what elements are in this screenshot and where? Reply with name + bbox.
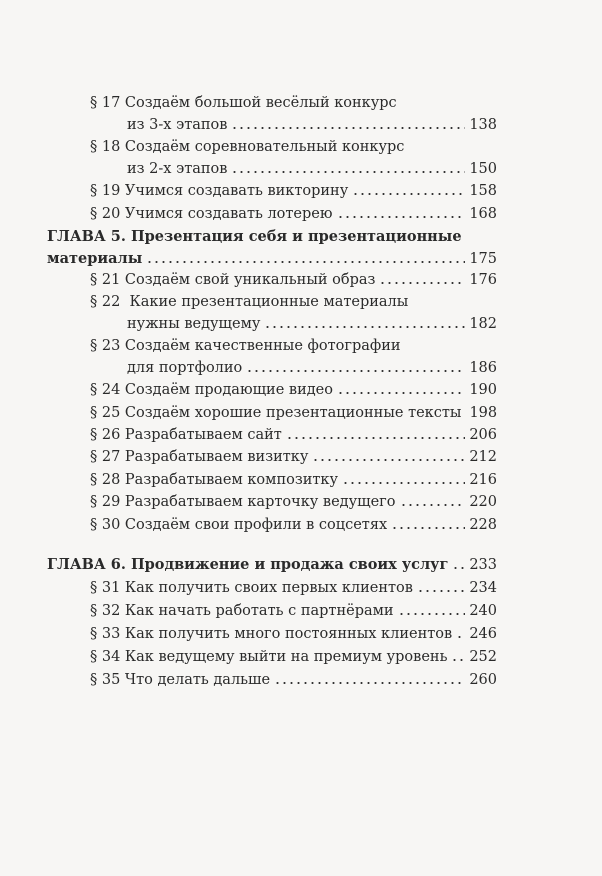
section-label — [90, 180, 348, 202]
dot-leaders — [246, 359, 465, 373]
section-number: § 34 — [90, 649, 121, 665]
section-title-cont: для портфолио — [127, 360, 243, 376]
section-title: Создаём продающие видео — [124, 382, 333, 398]
page-number: 220 — [469, 494, 497, 510]
section-title: Создаём хорошие презентационные тексты — [124, 405, 462, 421]
section-title: Учимся создавать викторину — [124, 183, 349, 199]
page-number: 186 — [469, 360, 497, 376]
dot-leaders — [342, 471, 465, 485]
section-number: § 23 — [90, 338, 121, 354]
dot-leaders — [274, 671, 465, 685]
toc-entry-19 — [0, 158, 602, 202]
toc-entry-33 — [0, 623, 602, 645]
section-label — [90, 446, 308, 468]
dot-leaders — [398, 602, 466, 616]
section-title: Разрабатываем сайт — [124, 427, 282, 443]
section-title: Разрабатываем композитку — [124, 472, 339, 488]
page-number: 240 — [469, 603, 497, 619]
section-label — [90, 469, 338, 491]
page-number: 228 — [469, 517, 497, 533]
section-label — [90, 600, 394, 622]
section-title-cont: из 2-х этапов — [127, 161, 228, 177]
page-number: 212 — [469, 449, 497, 465]
toc-entry-27 — [0, 446, 602, 468]
section-title: Разрабатываем визитку — [124, 449, 309, 465]
section-title: Какие презентационные материалы — [129, 294, 409, 310]
dot-leaders — [400, 493, 466, 507]
toc-entry-31 — [0, 577, 602, 599]
section-number: § 18 — [90, 139, 121, 155]
dot-leaders — [391, 516, 465, 530]
toc-entry-17 — [0, 92, 602, 136]
page-number: 260 — [469, 672, 497, 688]
toc-entry-20 — [0, 203, 602, 225]
toc-entry-30 — [0, 514, 602, 536]
dot-leaders — [264, 315, 465, 329]
dot-leaders — [451, 648, 465, 662]
dot-leaders — [312, 448, 465, 462]
page-number: 198 — [469, 405, 498, 421]
section-label — [90, 379, 333, 401]
section-number: § 25 — [90, 405, 121, 421]
section-number: § 32 — [90, 603, 121, 619]
section-number: § 22 — [90, 294, 121, 310]
chapter-title: ГЛАВА 6. Продвижение и продажа своих услуг — [47, 556, 449, 573]
toc-entry-32 — [0, 600, 602, 622]
section-number: § 24 — [90, 382, 121, 398]
section-title: Как получить своих первых клиентов — [124, 580, 413, 596]
section-number: § 33 — [90, 626, 121, 642]
toc-entry-25 — [0, 402, 602, 424]
section-label — [90, 669, 270, 691]
dot-leaders — [379, 271, 465, 285]
section-label — [90, 491, 396, 513]
page-number: 182 — [469, 316, 497, 332]
toc-entry-24 — [0, 379, 602, 401]
dot-leaders — [337, 381, 465, 395]
page-number: 158 — [469, 183, 497, 199]
section-title: Как ведущему выйти на премиум уровень — [124, 649, 448, 665]
section-label — [90, 577, 413, 599]
page-number: 206 — [469, 427, 497, 443]
page-number: 175 — [469, 251, 497, 267]
section-number: § 21 — [90, 272, 121, 288]
chapter-title: ГЛАВА 5. Презентация себя и презентационные — [47, 228, 462, 245]
dot-leaders — [417, 579, 465, 593]
toc-entry-26 — [0, 424, 602, 446]
section-number: § 29 — [90, 494, 121, 510]
section-title: Создаём соревновательный конкурс — [124, 139, 405, 155]
section-title: Создаём свои профили в соцсетях — [124, 517, 388, 533]
page-number: 150 — [469, 161, 497, 177]
toc-entry-34 — [0, 646, 602, 668]
section-number: § 30 — [90, 517, 121, 533]
toc-chapter-6 — [0, 554, 602, 576]
section-number: § 31 — [90, 580, 121, 596]
section-title: Учимся создавать лотерею — [124, 206, 333, 222]
page-number: 252 — [469, 649, 497, 665]
page-number: 138 — [469, 117, 497, 133]
section-number: § 26 — [90, 427, 121, 443]
section-title-cont: из 3-х этапов — [127, 117, 228, 133]
toc-entry-23 — [0, 335, 602, 379]
section-title: Как начать работать с партнёрами — [124, 603, 394, 619]
dot-leaders — [231, 116, 465, 130]
section-number: § 19 — [90, 183, 121, 199]
toc-chapter-5 — [0, 226, 602, 270]
section-number: § 17 — [90, 95, 121, 111]
section-title: Создаём большой весёлый конкурс — [124, 95, 397, 111]
dot-leaders — [337, 205, 466, 219]
section-label — [90, 424, 282, 446]
section-number: § 20 — [90, 206, 121, 222]
section-number: § 28 — [90, 472, 121, 488]
page-number: 190 — [469, 382, 497, 398]
page-number: 168 — [469, 206, 497, 222]
section-label — [90, 514, 387, 536]
section-title: Разрабатываем карточку ведущего — [124, 494, 396, 510]
toc-entry-22 — [0, 291, 602, 335]
section-number: § 27 — [90, 449, 121, 465]
section-label — [90, 203, 333, 225]
page-number: 176 — [469, 272, 497, 288]
section-title: Как получить много постоянных клиентов — [124, 626, 453, 642]
page-number: 246 — [469, 626, 497, 642]
section-title-cont: нужны ведущему — [127, 316, 261, 332]
toc-entry-29 — [0, 491, 602, 513]
section-label — [90, 623, 452, 645]
page-number: 234 — [469, 580, 497, 596]
section-label — [90, 269, 375, 291]
section-title: Создаём свой уникальный образ — [124, 272, 376, 288]
toc-entry-28 — [0, 469, 602, 491]
dot-leaders — [456, 625, 465, 639]
toc-entry-35 — [0, 669, 602, 691]
page-number: 216 — [469, 472, 497, 488]
section-number: § 35 — [90, 672, 121, 688]
dot-leaders — [286, 426, 465, 440]
dot-leaders — [146, 250, 465, 264]
section-label — [90, 402, 461, 424]
dot-leaders — [352, 182, 465, 196]
page-number: 233 — [469, 557, 497, 573]
section-title: Что делать дальше — [124, 672, 271, 688]
section-label — [90, 646, 447, 668]
toc-entry-21 — [0, 269, 602, 291]
dot-leaders — [452, 556, 465, 570]
chapter-title-cont: материалы — [47, 250, 143, 267]
section-title: Создаём качественные фотографии — [124, 338, 401, 354]
